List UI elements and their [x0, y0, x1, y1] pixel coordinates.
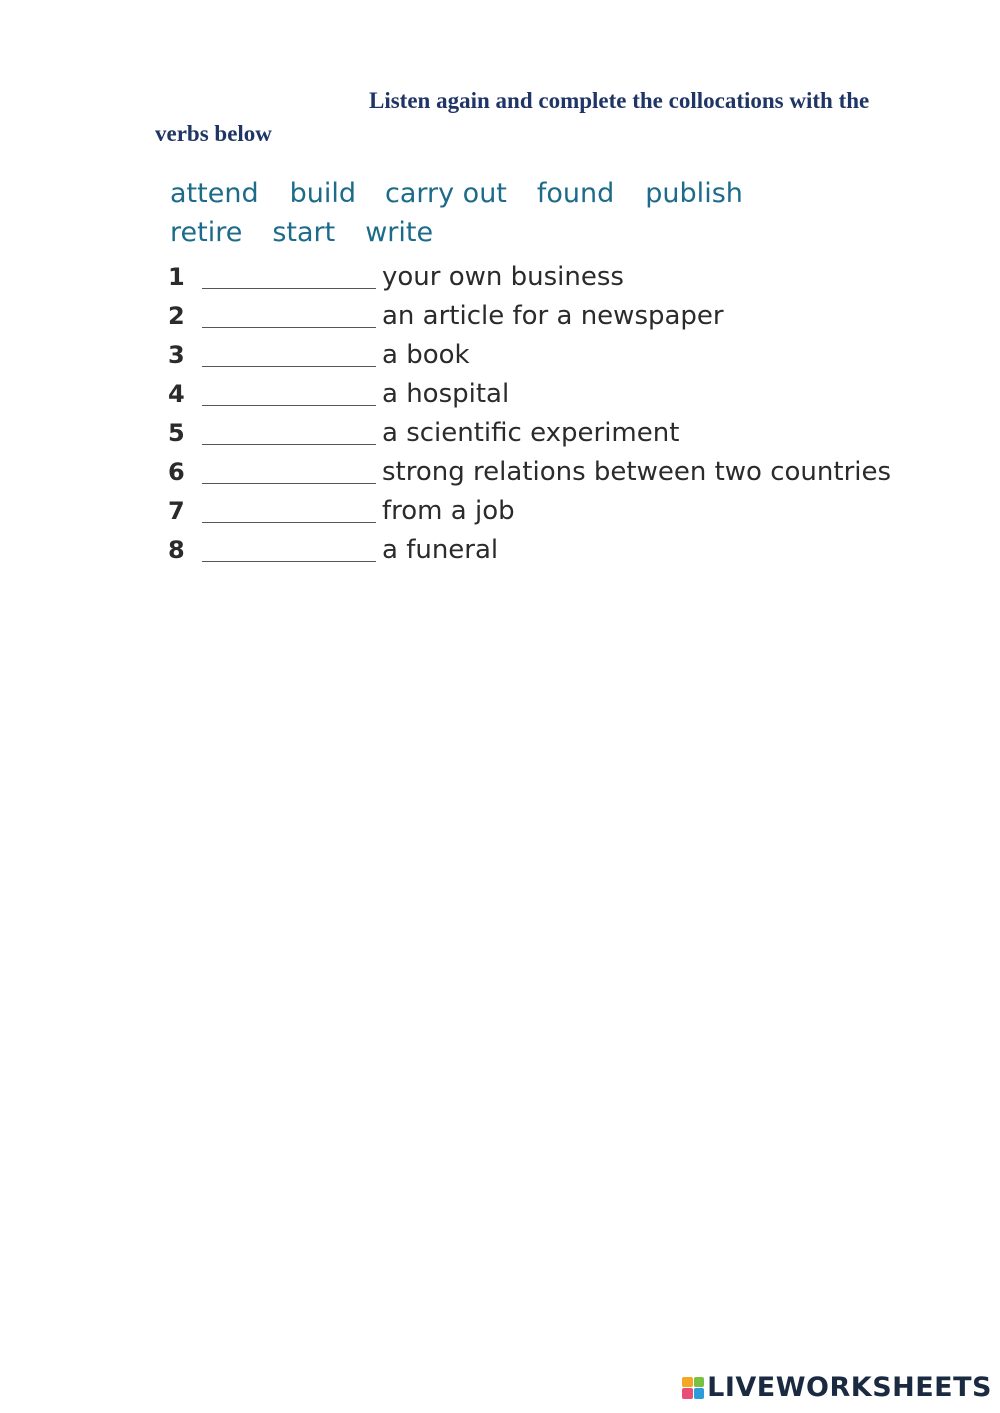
- item-number: 2: [168, 302, 185, 330]
- item-number: 5: [168, 419, 185, 447]
- item-phrase: a book: [382, 340, 470, 370]
- list-item: [168, 379, 908, 418]
- item-number: 4: [168, 380, 185, 408]
- item-number: 1: [168, 263, 185, 291]
- answer-blank[interactable]: [202, 422, 376, 445]
- word-bank-row-2: [170, 213, 790, 252]
- instruction-text: Listen again and complete the collocations with the verbs below: [155, 88, 870, 146]
- list-item: [168, 496, 908, 535]
- answer-blank[interactable]: [202, 344, 376, 367]
- item-phrase: a funeral: [382, 535, 499, 565]
- answer-blank[interactable]: [202, 539, 376, 562]
- collocation-list: [168, 262, 908, 574]
- list-item: [168, 457, 908, 496]
- word-bank-item: start: [272, 217, 336, 248]
- word-bank-item: write: [365, 217, 434, 248]
- answer-blank[interactable]: [202, 305, 376, 328]
- item-number: 3: [168, 341, 185, 369]
- answer-blank[interactable]: [202, 266, 376, 289]
- list-item: [168, 340, 908, 379]
- logo-text: LIVEWORKSHEETS: [707, 1372, 992, 1403]
- item-phrase: a scientific experiment: [382, 418, 680, 448]
- word-bank-item: attend: [170, 178, 259, 209]
- item-phrase: your own business: [382, 262, 624, 292]
- word-bank: [170, 174, 790, 252]
- list-item: [168, 418, 908, 457]
- liveworksheets-logo-icon: [682, 1377, 704, 1399]
- liveworksheets-logo: [682, 1372, 992, 1403]
- item-number: 6: [168, 458, 185, 486]
- list-item: [168, 535, 908, 574]
- item-phrase: an article for a newspaper: [382, 301, 724, 331]
- item-number: 7: [168, 497, 185, 525]
- item-phrase: from a job: [382, 496, 515, 526]
- word-bank-item: publish: [645, 178, 743, 209]
- item-phrase: a hospital: [382, 379, 510, 409]
- word-bank-item: build: [289, 178, 356, 209]
- item-number: 8: [168, 536, 185, 564]
- word-bank-item: retire: [170, 217, 243, 248]
- answer-blank[interactable]: [202, 500, 376, 523]
- list-item: [168, 262, 908, 301]
- answer-blank[interactable]: [202, 461, 376, 484]
- word-bank-item: carry out: [385, 178, 507, 209]
- word-bank-item: found: [536, 178, 615, 209]
- answer-blank[interactable]: [202, 383, 376, 406]
- item-phrase: strong relations between two countries: [382, 457, 892, 487]
- word-bank-row-1: [170, 174, 790, 213]
- list-item: [168, 301, 908, 340]
